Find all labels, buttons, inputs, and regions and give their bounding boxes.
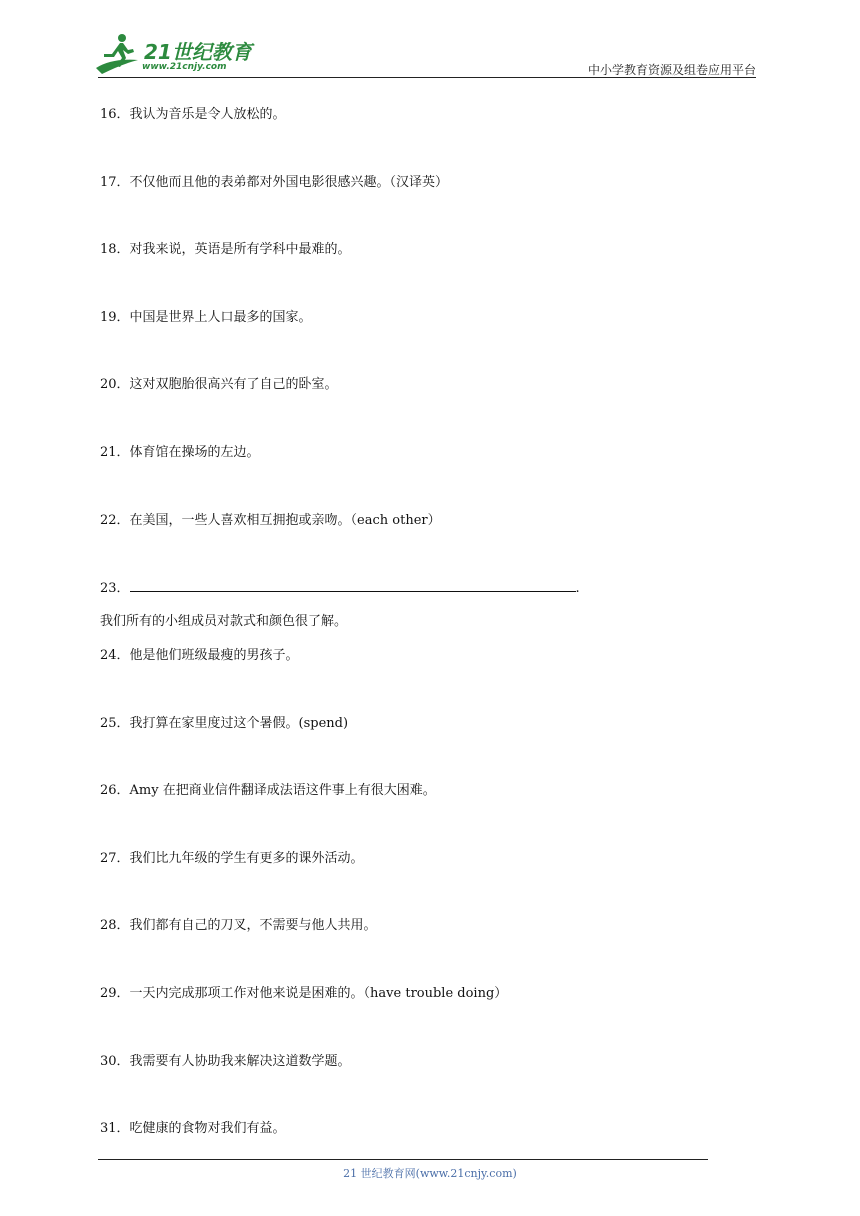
question-23-prompt: 我们所有的小组成员对款式和颜色很了解。 [100, 614, 348, 629]
question-27 [100, 850, 364, 868]
question-text: 这对双胞胎很高兴有了自己的卧室。 [129, 377, 338, 392]
question-text: . [575, 581, 580, 596]
question-text: 我们都有自己的刀叉，不需要与他人共用。 [129, 918, 377, 933]
question-text: 一天内完成那项工作对他来说是困难的。（have trouble doing） [129, 986, 508, 1001]
question-28 [100, 917, 377, 935]
question-26 [100, 782, 436, 800]
question-25 [100, 715, 348, 733]
question-text: 他是他们班级最瘦的男孩子。 [129, 648, 299, 663]
question-text: 对我来说，英语是所有学科中最难的。 [129, 242, 351, 257]
question-text: Amy 在把商业信件翻译成法语这件事上有很大困难。 [129, 783, 436, 798]
question-number: 22． [100, 513, 130, 528]
question-number: 27． [100, 851, 130, 866]
footer-divider [98, 1159, 708, 1160]
header-divider [98, 77, 756, 78]
site-logo [92, 32, 262, 80]
answer-blank[interactable] [130, 579, 576, 592]
footer-site-link[interactable]: 21 世纪教育网(www.21cnjy.com) [343, 1167, 517, 1180]
runner-logo-icon [92, 32, 144, 76]
question-21 [100, 444, 260, 462]
question-number: 21． [100, 445, 130, 460]
question-number: 20． [100, 377, 130, 392]
question-text: 我需要有人协助我来解决这道数学题。 [129, 1054, 351, 1069]
question-23 [100, 579, 580, 598]
question-number: 26． [100, 783, 130, 798]
question-text: 在美国，一些人喜欢相互拥抱或亲吻。（each other） [129, 513, 441, 528]
question-number: 28． [100, 918, 130, 933]
question-text: 体育馆在操场的左边。 [129, 445, 260, 460]
question-number: 23． [100, 581, 130, 596]
question-19 [100, 309, 312, 327]
question-number: 30． [100, 1054, 130, 1069]
logo-url: www.21cnjy.com [142, 62, 227, 72]
question-18 [100, 241, 351, 259]
question-number: 16． [100, 107, 130, 122]
question-30 [100, 1053, 351, 1071]
question-number: 18． [100, 242, 130, 257]
question-24 [100, 647, 299, 665]
question-text: 中国是世界上人口最多的国家。 [129, 310, 312, 325]
question-number: 25． [100, 716, 130, 731]
question-20 [100, 376, 338, 394]
question-text: 我们比九年级的学生有更多的课外活动。 [129, 851, 364, 866]
question-17 [100, 174, 448, 192]
question-number: 24． [100, 648, 130, 663]
question-16 [100, 106, 286, 124]
question-number: 31． [100, 1121, 130, 1136]
question-text: 不仅他而且他的表弟都对外国电影很感兴趣。（汉译英） [129, 175, 449, 190]
question-number: 19． [100, 310, 130, 325]
question-text: 我打算在家里度过这个暑假。(spend) [129, 716, 349, 731]
logo-text: 21世纪教育 [144, 40, 252, 64]
question-text: 我认为音乐是令人放松的。 [129, 107, 286, 122]
page-header [0, 0, 860, 80]
question-29 [100, 985, 507, 1003]
question-number: 29． [100, 986, 130, 1001]
question-22 [100, 512, 441, 530]
question-number: 17． [100, 175, 130, 190]
question-text: 吃健康的食物对我们有益。 [129, 1121, 286, 1136]
question-31 [100, 1120, 286, 1138]
header-slogan: 中小学教育资源及组卷应用平台 [587, 63, 756, 77]
